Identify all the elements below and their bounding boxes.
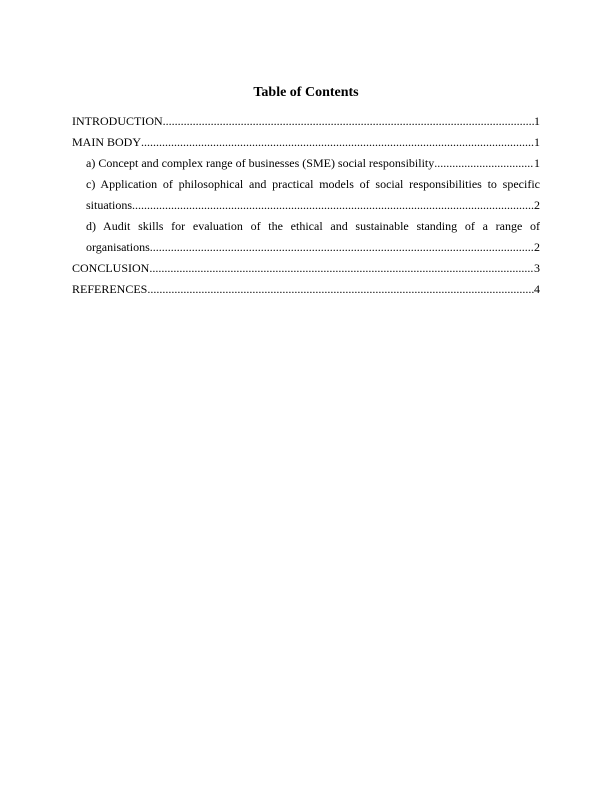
toc-page-number: 2	[534, 240, 540, 254]
toc-entry-label-line2: situations	[86, 198, 133, 212]
toc-entry-line2	[72, 237, 540, 258]
toc-page-number: 2	[534, 198, 540, 212]
toc-title: Table of Contents	[253, 85, 359, 100]
toc-entry-conclusion[interactable]	[72, 258, 540, 279]
toc-entry-line2	[72, 195, 540, 216]
toc-entry-label-line1: c) Application of philosophical and practical models of social responsibilities to specific	[86, 177, 540, 191]
toc-page-number: 1	[534, 156, 540, 170]
toc-entry-label: REFERENCES	[72, 282, 148, 296]
toc-entry-audit-skills[interactable]	[72, 216, 540, 258]
toc-entry-main-body[interactable]	[72, 132, 540, 153]
toc-entry-label-line2: organisations	[86, 240, 150, 254]
toc-page-number: 1	[534, 135, 540, 149]
toc-entry-references[interactable]	[72, 279, 540, 300]
dot-leader	[149, 258, 534, 279]
dot-leader	[150, 237, 534, 258]
toc-page-number: 3	[534, 261, 540, 275]
table-of-contents	[72, 111, 540, 300]
toc-entry-label: INTRODUCTION	[72, 114, 163, 128]
toc-entry-label: a) Concept and complex range of businesses (SME) social responsibility	[86, 156, 435, 170]
toc-entry-introduction[interactable]	[72, 111, 540, 132]
toc-entry-application[interactable]	[72, 174, 540, 216]
toc-entry-label: CONCLUSION	[72, 261, 150, 275]
toc-entry-label-line1: d) Audit skills for evaluation of the ethical and sustainable standing of a range of	[86, 219, 540, 233]
toc-entry-label: MAIN BODY	[72, 135, 141, 149]
dot-leader	[147, 279, 534, 300]
toc-page-number: 4	[534, 282, 540, 296]
dot-leader	[163, 111, 534, 132]
dot-leader	[434, 153, 534, 174]
toc-entry-concept[interactable]	[72, 153, 540, 174]
dot-leader	[141, 132, 534, 153]
toc-page-number: 1	[534, 114, 540, 128]
dot-leader	[132, 195, 534, 216]
